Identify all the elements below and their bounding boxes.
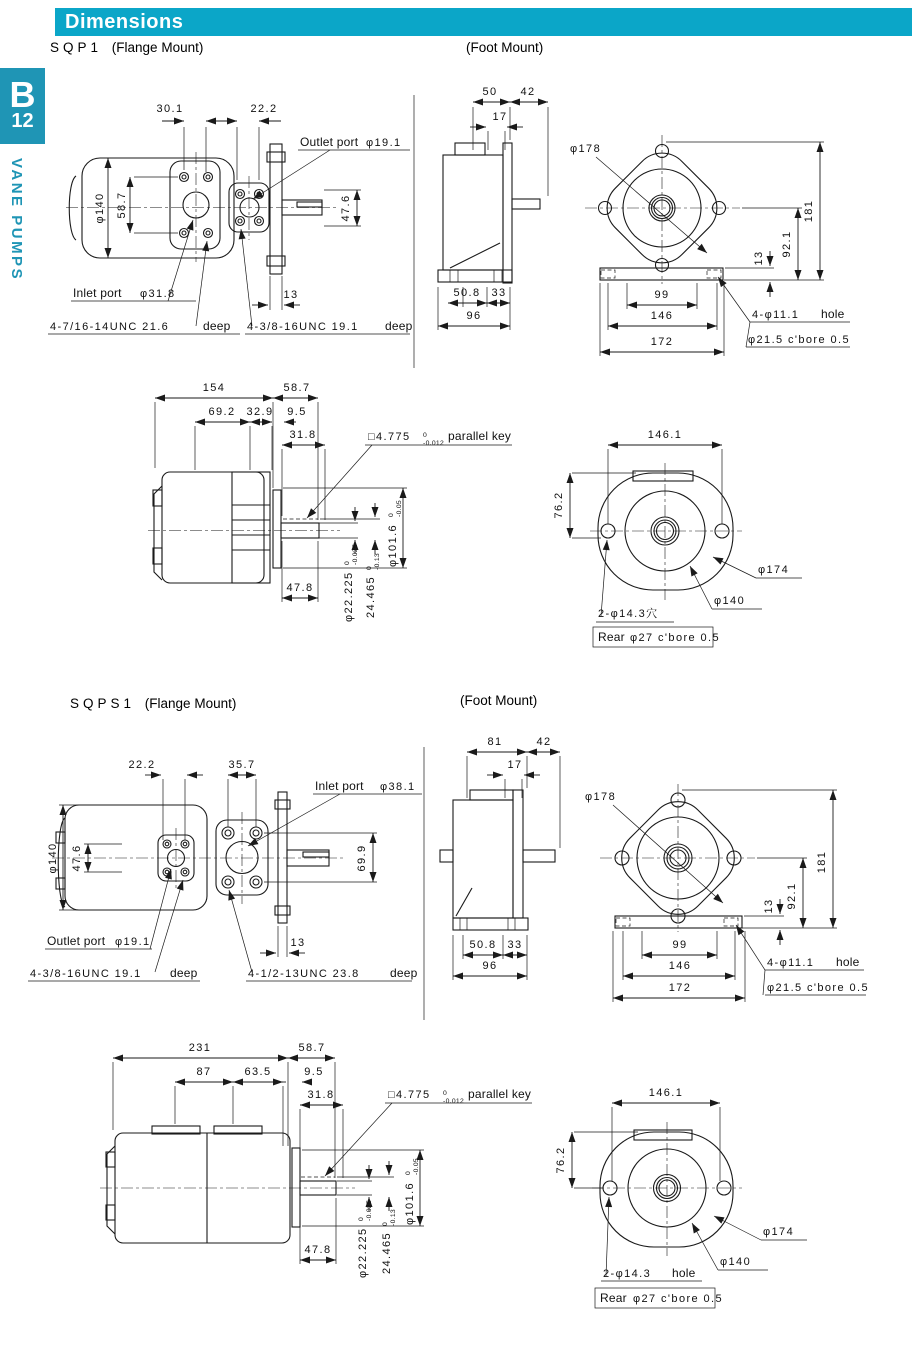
dim-port-height: 69.9 — [356, 844, 368, 872]
dim-pilot: 9.5 — [304, 1066, 324, 1078]
dim-slot-span: 99 — [654, 289, 670, 301]
dim-foot-outer: 172 — [650, 336, 674, 348]
key-height: 24.465 — [365, 575, 377, 618]
sqps1-foot-front-outline — [600, 784, 755, 932]
dim-bolt-vert: 47.6 — [71, 844, 83, 872]
sqp1-flange-outline — [66, 144, 338, 274]
dim-pilot: 9.5 — [287, 406, 307, 418]
pilot-dia: φ140 — [714, 595, 746, 607]
inlet-port-dia: φ31.8 — [140, 288, 176, 300]
dim-foot-left: 50.8 — [453, 287, 481, 299]
dim-bolt-span-left: 22.2 — [128, 759, 156, 771]
sqps1-rear-drawing — [555, 1087, 807, 1308]
parallel-key-note — [368, 429, 511, 447]
hole-note: 4-φ11.1 — [767, 957, 815, 969]
cbore-note: φ21.5 c'bore 0.5 — [767, 982, 869, 994]
sqp1-side-outline — [148, 472, 340, 583]
sqps1-foot-side-dimensions — [453, 736, 560, 980]
parallel-key-note — [388, 1087, 531, 1105]
sqp1-flange-mount-label: (Flange Mount) — [111, 40, 204, 55]
sqps1-side-outline — [100, 1126, 355, 1243]
dim-foot-mid: 146 — [650, 310, 674, 322]
dim-foot-stub: 17 — [492, 111, 508, 123]
dim-total-height: 181 — [816, 850, 828, 874]
dim-body-dia: φ140 — [47, 842, 59, 874]
sqp1-flange-dimensions — [48, 103, 413, 334]
dim-port1: 69.2 — [208, 406, 236, 418]
sqp1-side-dimensions — [155, 382, 512, 622]
holes-note: 2-φ14.3穴 — [598, 608, 659, 620]
sqp1-side-drawing — [148, 382, 512, 622]
dim-base: 13 — [763, 898, 775, 914]
shaft-tol-hi: 0 — [358, 1216, 365, 1221]
outlet-thread-suffix: deep — [385, 319, 413, 333]
flange-dia-label: φ178 — [585, 791, 617, 803]
pilot-tol-hi: 0 — [405, 1170, 412, 1175]
sqps1-side-drawing — [100, 1042, 532, 1278]
key-tol-lo: -0.012 — [443, 1098, 465, 1105]
dim-foot-body: 81 — [487, 736, 503, 748]
dim-foot-outer: 172 — [668, 982, 692, 994]
hole-suffix: hole — [836, 955, 860, 969]
key-height-note — [381, 1209, 397, 1274]
dim-bolt-span-right: 22.2 — [250, 103, 278, 115]
dim-foot-total: 96 — [466, 310, 482, 322]
section-header-title: Dimensions — [65, 11, 184, 33]
dim-foot-shaft-end: 42 — [536, 736, 552, 748]
sqp1-flange-drawing — [48, 103, 413, 334]
pilot-dia-note — [387, 500, 403, 567]
sqps1-model: SQPS1 — [70, 696, 136, 711]
sqps1-flange-outline — [52, 792, 345, 923]
inlet-port-dia: φ38.1 — [380, 781, 416, 793]
page-tab-letter: B — [9, 73, 36, 115]
pilot-dia: φ101.6 — [404, 1181, 416, 1225]
dim-key-len: 31.8 — [289, 429, 317, 441]
dim-bolt-span-left: 30.1 — [156, 103, 184, 115]
dim-rear-height: 76.2 — [553, 491, 565, 519]
pilot-tol-lo: -0.05 — [396, 500, 403, 517]
sidebar-vertical-label: VANE PUMPS — [8, 158, 25, 282]
key-tol-lo: -0.012 — [423, 440, 445, 447]
rear-label: Rear — [600, 1291, 627, 1305]
shaft-dia-note — [357, 1200, 373, 1278]
dim-foot-stub: 17 — [507, 759, 523, 771]
dim-foot-right: 33 — [507, 939, 523, 951]
sqp1-foot-side-dimensions — [438, 86, 548, 330]
dim-rear-width: 146.1 — [648, 1087, 684, 1099]
key-height-note — [365, 553, 381, 618]
dim-body-len: 231 — [188, 1042, 212, 1054]
key-tol-hi: 0 — [443, 1090, 448, 1097]
dim-bolt-span-right: 35.7 — [228, 759, 256, 771]
dim-port1: 87 — [196, 1066, 212, 1078]
dim-port2: 63.5 — [244, 1066, 272, 1078]
inlet-thread-suffix: deep — [390, 966, 418, 980]
sqps1-flange-dimensions — [28, 759, 422, 981]
flange-dia-label: φ178 — [570, 143, 602, 155]
dim-foot-left: 50.8 — [469, 939, 497, 951]
dim-foot-shaft-end: 42 — [520, 86, 536, 98]
holes-note: 2-φ14.3 — [603, 1268, 652, 1280]
sqp1-foot-front-dimensions — [570, 142, 850, 356]
dim-base: 13 — [753, 250, 765, 266]
sqps1-rear-outline — [592, 1122, 742, 1256]
outlet-thread-note: 4-3/8-16UNC 19.1 — [30, 968, 142, 980]
dim-body-dia: φ140 — [94, 192, 106, 224]
sqp1-rear-drawing — [553, 429, 802, 647]
key-height-tol-lo: -0.13 — [390, 1209, 397, 1226]
sqps1-rear-dimensions — [555, 1087, 807, 1308]
outer-dia: φ174 — [758, 564, 790, 576]
key-size: □4.775 — [388, 1089, 431, 1101]
shaft-dia: φ22.225 — [357, 1227, 369, 1278]
rear-note: φ27 c'bore 0.5 — [633, 1293, 723, 1305]
dim-shaft-ext: 47.8 — [304, 1244, 332, 1256]
pilot-tol-hi: 0 — [388, 512, 395, 517]
dim-pilot-depth: 13 — [290, 937, 306, 949]
holes-suffix: hole — [672, 1266, 696, 1280]
sqps1-flange-drawing — [28, 759, 422, 981]
key-height-tol-hi: 0 — [382, 1221, 389, 1226]
sqps1-flange-mount-label: (Flange Mount) — [144, 696, 237, 711]
outlet-port-dia: φ19.1 — [366, 137, 402, 149]
sqp1-foot-mount-label: (Foot Mount) — [466, 40, 544, 55]
key-tol-hi: 0 — [423, 432, 428, 439]
key-height-tol-hi: 0 — [366, 565, 373, 570]
key-height: 24.465 — [381, 1231, 393, 1274]
sqp1-rear-outline — [590, 463, 742, 600]
dim-rear-height: 76.2 — [555, 1146, 567, 1174]
key-size: □4.775 — [368, 431, 411, 443]
dim-port2: 32.9 — [246, 406, 274, 418]
dim-total-height: 181 — [803, 199, 815, 223]
sqp1-foot-front-outline — [585, 135, 740, 284]
cbore-note: φ21.5 c'bore 0.5 — [748, 334, 850, 346]
sqps1-foot-front-dimensions — [585, 790, 869, 1002]
outlet-port-label: Outlet port — [300, 135, 359, 149]
key-label: parallel key — [448, 429, 512, 443]
rear-note: φ27 c'bore 0.5 — [630, 632, 720, 644]
dim-center-height: 92.1 — [786, 882, 798, 910]
inlet-thread-note: 4-1/2-13UNC 23.8 — [248, 968, 360, 980]
hole-suffix: hole — [821, 307, 845, 321]
dim-shaft-len: 58.7 — [283, 382, 311, 394]
outlet-thread-suffix: deep — [170, 966, 198, 980]
dim-pilot-depth: 13 — [283, 289, 299, 301]
dim-port-height: 47.6 — [340, 194, 352, 222]
dim-shaft-ext: 47.8 — [286, 582, 314, 594]
inlet-thread-note: 4-7/16-14UNC 21.6 — [50, 321, 170, 333]
shaft-dia: φ22.225 — [343, 571, 355, 622]
rear-label: Rear — [598, 630, 625, 644]
shaft-tol-lo: -0.025 — [352, 543, 359, 565]
dim-shaft-len: 58.7 — [298, 1042, 326, 1054]
sqp1-foot-side-outline — [438, 143, 540, 283]
outlet-port-label: Outlet port — [47, 934, 106, 948]
page-tab-number: 12 — [11, 110, 34, 133]
shaft-tol-hi: 0 — [344, 560, 351, 565]
hole-note: 4-φ11.1 — [752, 309, 800, 321]
inlet-port-label: Inlet port — [315, 779, 364, 793]
dim-center-height: 92.1 — [781, 230, 793, 258]
dim-slot-span: 99 — [672, 939, 688, 951]
sqps1-foot-drawing — [440, 736, 869, 1002]
sqp1-foot-drawing — [438, 86, 850, 356]
pilot-dia: φ140 — [720, 1256, 752, 1268]
shaft-tol-lo: -0.025 — [366, 1199, 373, 1221]
pilot-dia: φ101.6 — [387, 523, 399, 567]
dim-rear-width: 146.1 — [647, 429, 683, 441]
pilot-tol-lo: -0.05 — [413, 1158, 420, 1175]
outlet-port-dia: φ19.1 — [115, 936, 151, 948]
outlet-thread-note: 4-3/8-16UNC 19.1 — [247, 321, 359, 333]
dim-foot-total: 96 — [482, 960, 498, 972]
inlet-port-label: Inlet port — [73, 286, 122, 300]
outer-dia: φ174 — [763, 1226, 795, 1238]
sqps1-foot-side-outline — [440, 790, 555, 930]
dim-body-len: 154 — [202, 382, 226, 394]
dim-foot-mid: 146 — [668, 960, 692, 972]
pilot-dia-note — [404, 1158, 420, 1225]
dim-bolt-vert: 58.7 — [116, 191, 128, 219]
sqps1-foot-mount-label: (Foot Mount) — [460, 693, 538, 708]
dim-foot-right: 33 — [491, 287, 507, 299]
inlet-thread-suffix: deep — [203, 319, 231, 333]
shaft-dia-note — [343, 544, 359, 622]
sqp1-model: SQP1 — [50, 40, 103, 55]
dim-key-len: 31.8 — [307, 1089, 335, 1101]
dim-foot-body: 50 — [482, 86, 498, 98]
key-label: parallel key — [468, 1087, 532, 1101]
key-height-tol-lo: -0.13 — [374, 553, 381, 570]
